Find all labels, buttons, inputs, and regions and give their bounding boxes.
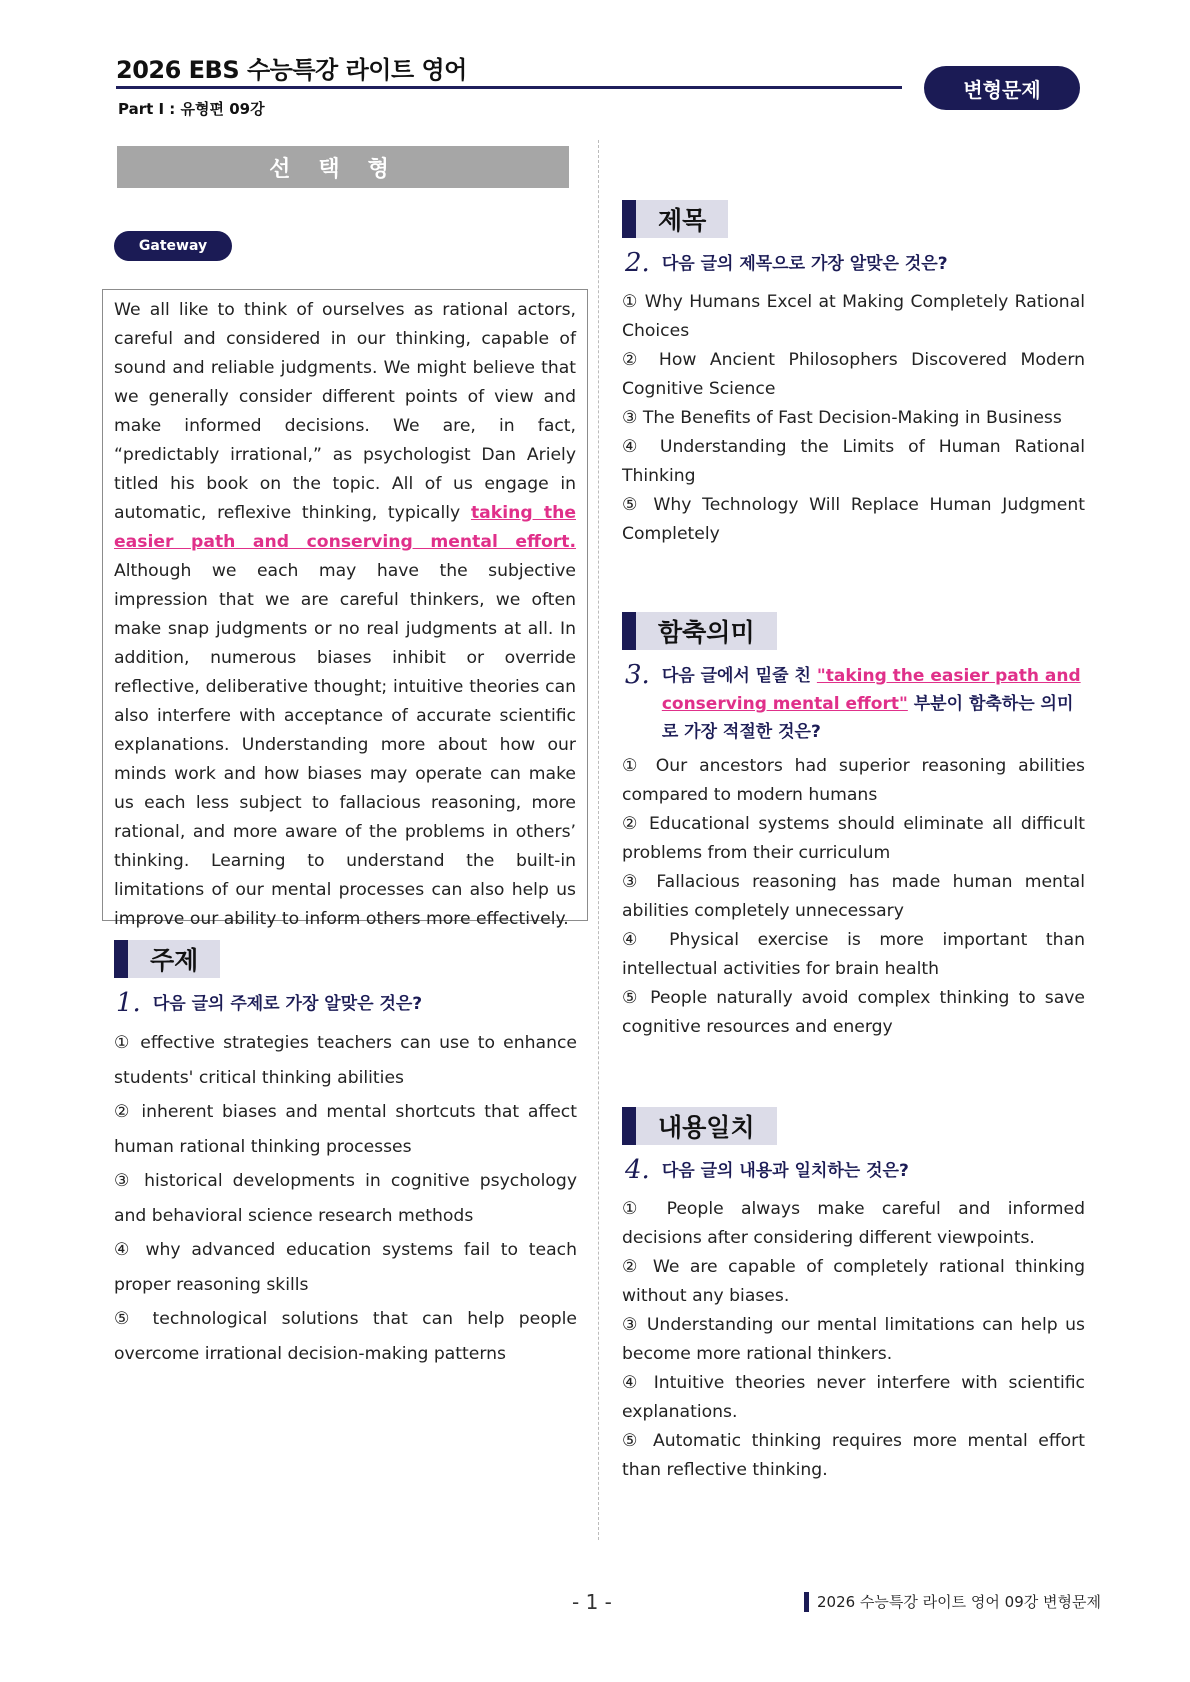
section-label: 함축의미 (636, 612, 777, 650)
option-3[interactable]: ③ Understanding our mental limitations can help us become more rational thinkers. (622, 1315, 1085, 1364)
section-header-topic (114, 940, 220, 978)
question-2-prompt (625, 250, 948, 278)
option-3[interactable]: ③ The Benefits of Fast Decision-Making in Business (622, 408, 1062, 428)
option-5[interactable]: ⑤ technological solutions that can help people overcome irrational decision-making patterns (114, 1309, 577, 1364)
section-header-title (622, 200, 728, 238)
section-marker (622, 1107, 636, 1145)
variant-badge: 변형문제 (924, 66, 1080, 110)
section-label: 주제 (128, 940, 220, 978)
prompt-before: 다음 글에서 밑줄 친 (661, 666, 817, 686)
column-divider (598, 140, 599, 1540)
section-marker (622, 612, 636, 650)
option-4[interactable]: ④ Intuitive theories never interfere with scientific explanations. (622, 1373, 1085, 1422)
option-2[interactable]: ② Educational systems should eliminate all difficult problems from their curriculum (622, 814, 1085, 863)
footer-label (804, 1591, 1101, 1612)
gateway-badge: Gateway (114, 231, 232, 261)
option-1[interactable]: ① effective strategies teachers can use to enhance students' critical thinking abilities (114, 1033, 577, 1088)
footer-text: 2026 수능특강 라이트 영어 09강 변형문제 (817, 1593, 1101, 1611)
header-rule (116, 86, 902, 89)
question-text: 다음 글의 내용과 일치하는 것은? (661, 1161, 909, 1181)
question-3-prompt (625, 662, 1085, 746)
question-2-options (622, 288, 1085, 549)
section-label: 제목 (636, 200, 728, 238)
question-1-prompt (116, 990, 422, 1018)
option-4[interactable]: ④ Understanding the Limits of Human Rational Thinking (622, 437, 1085, 486)
section-header-content-match (622, 1107, 777, 1145)
question-text (662, 662, 1085, 746)
page-number: - 1 - (572, 1590, 612, 1614)
reading-passage (102, 289, 588, 929)
option-5[interactable]: ⑤ People naturally avoid complex thinking to save cognitive resources and energy (622, 988, 1085, 1037)
option-2[interactable]: ② How Ancient Philosophers Discovered Modern Cognitive Science (622, 350, 1085, 399)
document-title: 2026 EBS 수능특강 라이트 영어 (116, 56, 467, 84)
option-3[interactable]: ③ historical developments in cognitive psychology and behavioral science research methods (114, 1171, 577, 1226)
option-3[interactable]: ③ Fallacious reasoning has made human mental abilities completely unnecessary (622, 872, 1085, 921)
passage-text-after: Although we each may have the subjective impression that we are careful thinkers, we often make snap judgments or no real judgments at all. In addition, numerous biases inhibit or override reflective, deliberative thought; intuitive theories can also interfere with acceptance of accurate scientific explanations. Understanding more about how our minds work and how biases may operate can make us each less subject to fallacious reasoning, more rational, and more aware of the problems in others’ thinking. Learning to understand the built-in limitations of our mental processes can also help us improve our ability to inform others more effectively. (114, 561, 576, 929)
section-marker (114, 940, 128, 978)
question-text: 다음 글의 주제로 가장 알맞은 것은? (152, 994, 423, 1014)
option-5[interactable]: ⑤ Why Technology Will Replace Human Judgment Completely (622, 495, 1085, 544)
footer-marker (804, 1592, 809, 1612)
section-header-implied-meaning (622, 612, 777, 650)
prompt-quoted-phrase: "taking the easier path and conserving mental effort" (661, 666, 1081, 714)
option-4[interactable]: ④ Physical exercise is more important than intellectual activities for brain health (622, 930, 1085, 979)
section-label: 내용일치 (636, 1107, 777, 1145)
option-1[interactable]: ① Our ancestors had superior reasoning abilities compared to modern humans (622, 756, 1085, 805)
question-number: 3. (625, 660, 650, 690)
option-2[interactable]: ② inherent biases and mental shortcuts that affect human rational thinking processes (114, 1102, 577, 1157)
select-type-banner: 선택형 (117, 146, 569, 188)
prompt-after: 부분이 함축하는 의미로 가장 적절한 것은? (661, 694, 1074, 742)
question-number: 4. (625, 1155, 650, 1185)
document-subtitle: Part Ⅰ : 유형편 09강 (118, 100, 265, 118)
question-text: 다음 글의 제목으로 가장 알맞은 것은? (661, 254, 948, 274)
option-5[interactable]: ⑤ Automatic thinking requires more mental effort than reflective thinking. (622, 1431, 1085, 1480)
option-2[interactable]: ② We are capable of completely rational thinking without any biases. (622, 1257, 1085, 1306)
question-number: 1. (116, 988, 141, 1018)
option-4[interactable]: ④ why advanced education systems fail to teach proper reasoning skills (114, 1240, 577, 1295)
option-1[interactable]: ① Why Humans Excel at Making Completely Rational Choices (622, 292, 1085, 341)
question-1-options (114, 1026, 577, 1371)
question-number: 2. (625, 248, 650, 278)
question-3-options (622, 752, 1085, 1042)
passage-underlined-phrase: taking the easier path and conserving mental effort. (114, 503, 576, 552)
passage-text-before: We all like to think of ourselves as rational actors, careful and considered in our thinking, capable of sound and reliable judgments. We might believe that we generally consider different points of view and make informed decisions. We are, in fact, “predictably irrational,” as psychologist Dan Ariely titled his book on the topic. All of us engage in automatic, reflexive thinking, typically (114, 300, 576, 523)
question-4-options (622, 1195, 1085, 1485)
question-4-prompt (625, 1157, 909, 1185)
section-marker (622, 200, 636, 238)
option-1[interactable]: ① People always make careful and informed decisions after considering different viewpoints. (622, 1199, 1085, 1248)
